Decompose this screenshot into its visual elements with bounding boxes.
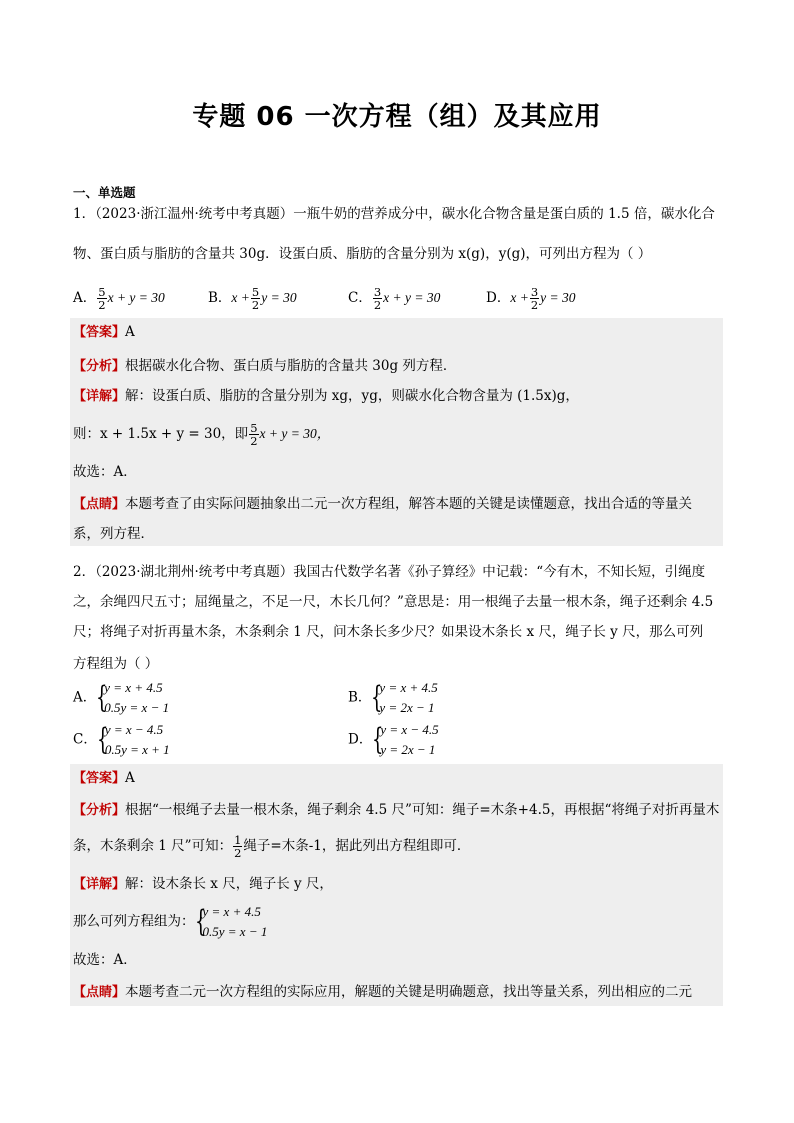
q2-option-d: D． { y = x − 4.5 y = 2x − 1 bbox=[348, 722, 439, 757]
q2-stem-line1: 2．（2023·湖北荆州·统考中考真题）我国古代数学名著《孙子算经》中记载：“今有木，不知长短，引绳度 bbox=[73, 564, 706, 580]
q1-stem-line1: 1．（2023·浙江温州·统考中考真题）一瓶牛奶的营养成分中，碳水化合物含量是蛋白质的 1.5 倍，碳水化合 bbox=[73, 206, 715, 222]
q2-option-a: A． { y = x + 4.5 0.5y = x − 1 bbox=[73, 680, 170, 715]
q1-detail-line3: 故选：A． bbox=[73, 464, 137, 480]
q1-comment-line2: 系，列方程． bbox=[73, 526, 154, 542]
q2-stem-line2: 之，余绳四尺五寸；屈绳量之，不足一尺，木长几何？”意思是：用一根绳子去量一根木条，绳子还剩余 4.5 bbox=[73, 594, 714, 610]
q1-stem-line2: 物、蛋白质与脂肪的含量共 30g．设蛋白质、脂肪的含量分别为 x(g)，y(g)，可列出方程为（ ） bbox=[73, 246, 652, 262]
q1-analysis: 【分析】根据碳水化合物、蛋白质与脂肪的含量共 30g 列方程． bbox=[73, 358, 457, 374]
q2-analysis-line1: 【分析】根据“一根绳子去量一根木条，绳子剩余 4.5 尺”可知：绳子=木条+4.5，再根据“将绳子对折再量木 bbox=[73, 802, 720, 818]
q1-option-c: C． $\frac{3}{2}$ x + y = 30 bbox=[348, 285, 441, 312]
q2-stem-line4: 方程组为（ ） bbox=[73, 656, 159, 672]
q2-detail-line3: 故选：A． bbox=[73, 952, 137, 968]
q1-option-d: D．x + $\frac{3}{2}$ y = 30 bbox=[486, 285, 576, 312]
page-title: 专题 06 一次方程（组）及其应用 bbox=[192, 102, 602, 132]
q2-analysis-line2: 条，木条剩余 1 尺”可知： $\frac{1}{2}$ 绳子=木条-1，据此列出方程组即可． bbox=[73, 833, 471, 860]
q1-comment-line1: 【点睛】本题考查了由实际问题抽象出二元一次方程组，解答本题的关键是读懂题意，找出合适的等量关 bbox=[73, 496, 693, 512]
q1-option-b: B．x + $\frac{5}{2}$ y = 30 bbox=[208, 285, 297, 312]
q2-stem-line3: 尺；将绳子对折再量木条，木条剩余 1 尺，问木条长多少尺？如果设木条长 x 尺，绳子长 y 尺，那么可列 bbox=[73, 624, 704, 640]
q2-option-b: B． { y = x + 4.5 y = 2x − 1 bbox=[348, 680, 438, 715]
q1-detail-line2: 则：x + 1.5x + y = 30，即 $\frac{5}{2}$ x + y = 30， bbox=[73, 421, 331, 448]
q2-detail-line2: 那么可列方程组为： { y = x + 4.5 0.5y = x − 1 bbox=[73, 904, 268, 939]
q2-option-c: C． { y = x − 4.5 0.5y = x + 1 bbox=[73, 722, 170, 757]
q1-detail-line1: 【详解】解：设蛋白质、脂肪的含量分别为 xg，yg，则碳水化合物含量为 (1.5x)g， bbox=[73, 388, 579, 404]
q2-answer: 【答案】A bbox=[73, 770, 135, 786]
q1-answer: 【答案】A bbox=[73, 324, 135, 340]
q2-detail-line1: 【详解】解：设木条长 x 尺，绳子长 y 尺， bbox=[73, 876, 333, 892]
q1-option-a: A． $\frac{5}{2}$ x + y = 30 bbox=[73, 285, 165, 312]
section-heading: 一、单选题 bbox=[73, 185, 136, 200]
q2-comment-line1: 【点睛】本题考查二元一次方程组的实际应用，解题的关键是明确题意，找出等量关系，列出相应的二元 bbox=[73, 984, 693, 1000]
